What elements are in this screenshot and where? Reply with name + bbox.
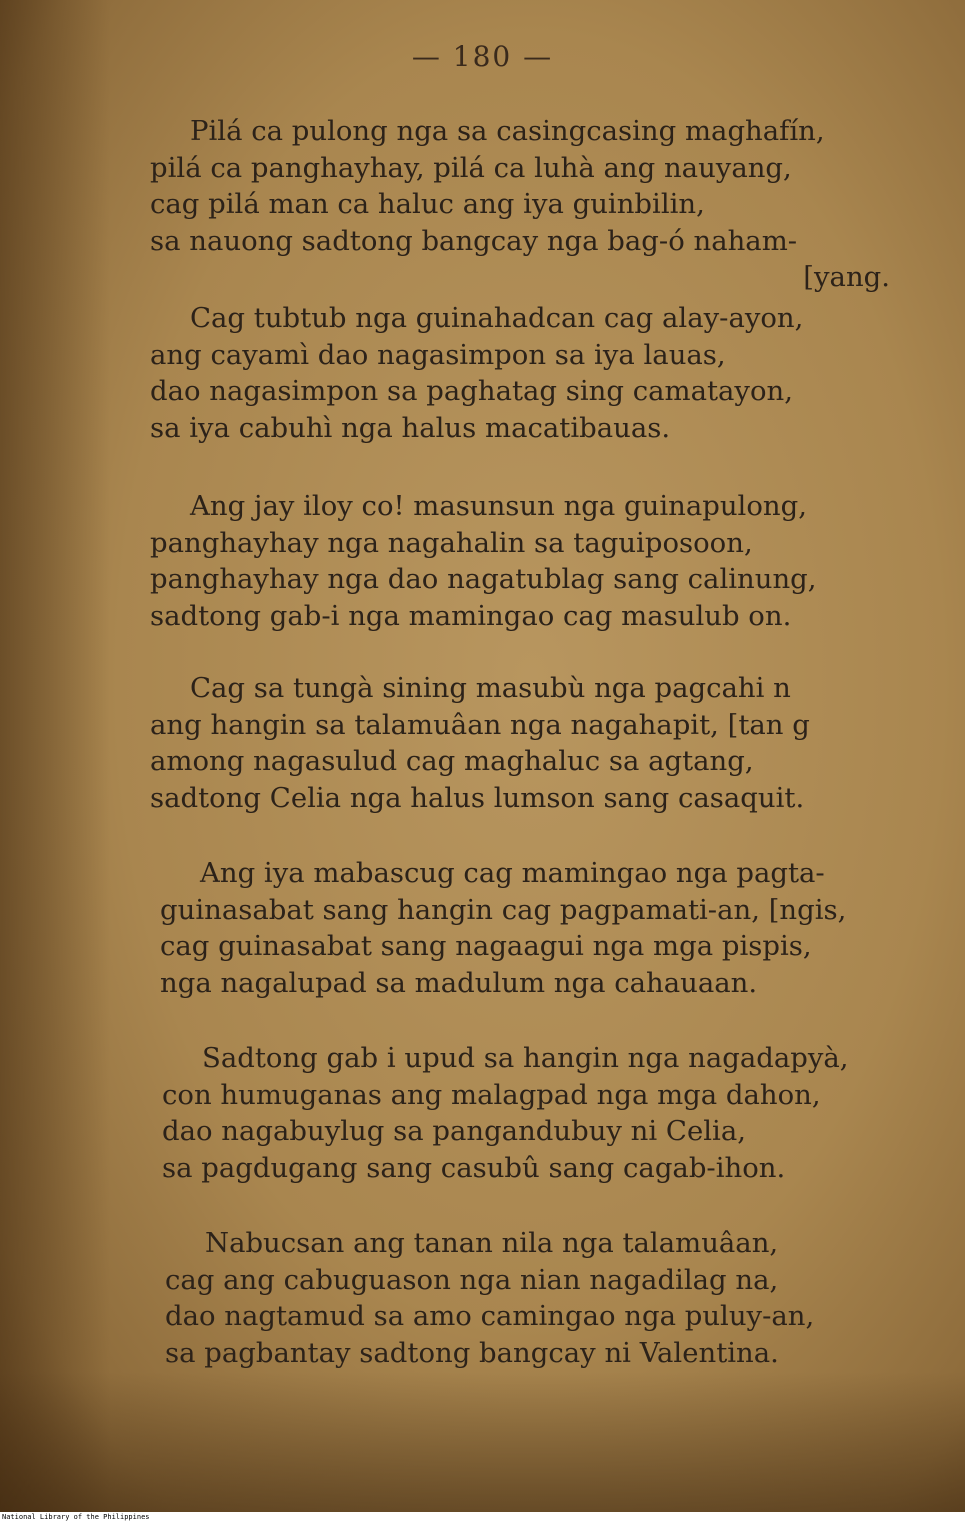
verse-line: nga nagalupad sa madulum nga cahauaan. bbox=[160, 966, 758, 999]
verse-line: Sadtong gab i upud sa hangin nga nagadapyà, bbox=[202, 1042, 849, 1074]
verse-line: sa iya cabuhì nga halus macatibauas. bbox=[150, 411, 671, 444]
verse-line-continuation: [yang. bbox=[803, 261, 890, 293]
stanza bbox=[165, 1225, 915, 1371]
verse-line: con humuganas ang malagpad nga mga dahon, bbox=[162, 1078, 821, 1111]
verse-line: pilá ca panghayhay, pilá ca luhà ang nauyang, bbox=[150, 151, 792, 184]
verse-line: dao nagasimpon sa paghatag sing camatayon, bbox=[150, 375, 793, 407]
verse-line: sa pagbantay sadtong bangcay ni Valentina. bbox=[165, 1336, 779, 1369]
verse-line: cag ang cabuguason nga nian nagadilag na, bbox=[165, 1263, 779, 1296]
stanza bbox=[160, 855, 910, 1001]
verse-line: ang hangin sa talamuâan nga nagahapit, [tan g bbox=[150, 708, 810, 741]
stanza bbox=[150, 488, 900, 634]
verse-line: guinasabat sang hangin cag pagpamati-an, [ngis, bbox=[160, 893, 847, 926]
verse-line: cag pilá man ca haluc ang iya guinbilin, bbox=[150, 188, 705, 220]
verse-line: ang cayamì dao nagasimpon sa iya lauas, bbox=[150, 338, 726, 371]
verse-line: panghayhay nga dao nagatublag sang calinung, bbox=[150, 563, 817, 595]
stanza bbox=[162, 1040, 912, 1186]
stanza bbox=[150, 300, 900, 446]
verse-line: panghayhay nga nagahalin sa taguiposoon, bbox=[150, 526, 753, 559]
verse-line: among nagasulud cag maghaluc sa agtang, bbox=[150, 745, 754, 777]
verse-line: sadtong Celia nga halus lumson sang casaquit. bbox=[150, 781, 805, 814]
verse-line: Ang iya mabascug cag mamingao nga pagta- bbox=[200, 857, 825, 889]
verse-line: sa nauong sadtong bangcay nga bag-ó naham- bbox=[150, 224, 798, 257]
verse-line: Cag tubtub nga guinahadcan cag alay-ayon, bbox=[190, 302, 804, 334]
verse-line: Pilá ca pulong nga sa casingcasing maghafín, bbox=[190, 115, 825, 147]
verse-line: sadtong gab-i nga mamingao cag masulub on. bbox=[150, 599, 792, 632]
verse-line: dao nagtamud sa amo camingao nga puluy-an, bbox=[165, 1300, 815, 1332]
verse-line: sa pagdugang sang casubû sang cagab-ihon. bbox=[162, 1151, 786, 1184]
library-credit: National Library of the Philippines bbox=[0, 1512, 965, 1523]
verse-line: cag guinasabat sang nagaagui nga mga pispis, bbox=[160, 930, 812, 962]
verse-line: dao nagabuylug sa pangandubuy ni Celia, bbox=[162, 1115, 746, 1147]
verse-line: Cag sa tungà sining masubù nga pagcahi n bbox=[190, 672, 791, 704]
page-number: — 180 — bbox=[411, 40, 554, 73]
stanza bbox=[150, 113, 900, 296]
verse-line: Nabucsan ang tanan nila nga talamuâan, bbox=[205, 1227, 779, 1259]
stanza bbox=[150, 670, 900, 816]
verse-line: Ang jay iloy co! masunsun nga guinapulong, bbox=[190, 490, 807, 522]
